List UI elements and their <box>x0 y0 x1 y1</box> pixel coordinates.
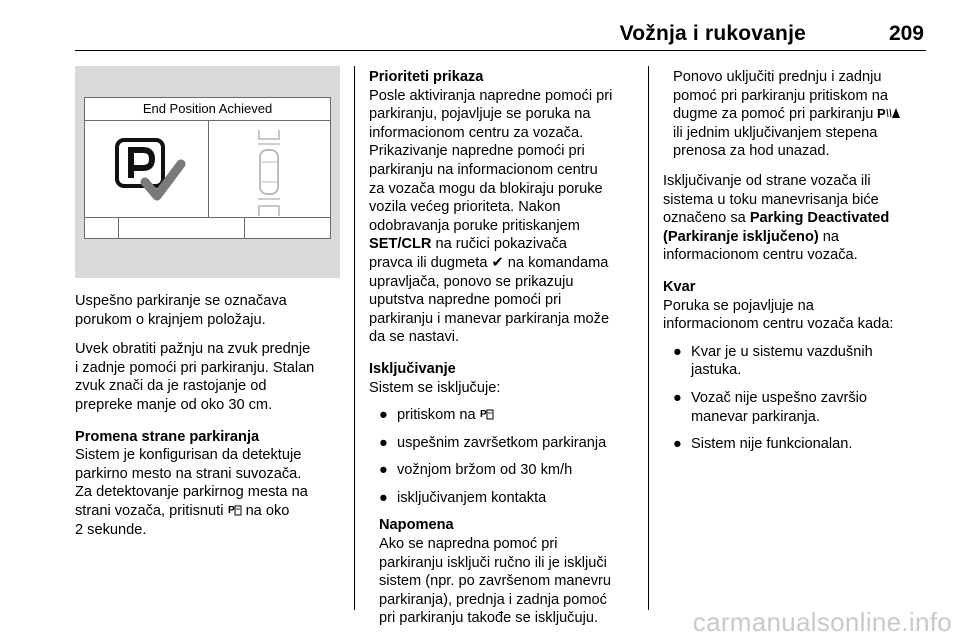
text-segment: strani vozača, pritisnuti <box>75 502 224 519</box>
text-line: prepreke manje od oko 30 cm. <box>75 396 273 413</box>
caption-line: porukom o krajnjem položaju. <box>75 311 266 328</box>
text-line: sistema u toku manevrisanja biće <box>663 191 879 208</box>
list-item <box>369 434 641 453</box>
text-line: ili jednim uključivanjem stepena <box>673 124 878 141</box>
bullet-icon: ● <box>673 343 682 360</box>
note-heading: Napomena <box>379 517 454 534</box>
list-text: pritiskom na <box>397 407 476 424</box>
text-line: vozila većeg prioriteta. Nakon <box>369 199 561 216</box>
list-text: manevar parkiranja. <box>691 408 820 425</box>
text-line: Isključivanje od strane vozača ili <box>663 172 871 189</box>
text-line: pri parkiranju takođe se isključuju. <box>379 610 599 627</box>
svg-text:P: P <box>877 106 887 121</box>
text-line <box>369 254 641 273</box>
watermark: carmanualsonline.info <box>692 607 952 637</box>
list-item <box>369 461 641 480</box>
list-item <box>663 389 935 426</box>
text-line: Za detektovanje parkirnog mesta na <box>75 484 308 501</box>
text-line: 2 sekunde. <box>75 521 147 538</box>
caption-line: Uspešno parkiranje se označava <box>75 293 287 309</box>
list-text: uspešnim završetkom parkiranja <box>397 434 607 451</box>
screen-divider-vertical <box>208 120 209 217</box>
list-text: jastuka. <box>691 362 742 379</box>
list-item <box>369 489 641 508</box>
screen-divider-bottom-2 <box>244 217 245 238</box>
text-line: parkiranju na informacionom centru <box>369 161 598 178</box>
display-screen <box>84 97 331 239</box>
message-name: Parking Deactivated <box>749 210 890 227</box>
text-line: upravljača, ponovo se prikazuju <box>369 273 574 290</box>
text-segment: na oko <box>245 502 290 519</box>
text-segment: na ručici pokazivača <box>431 236 567 253</box>
screen-divider-bottom-1 <box>118 217 119 238</box>
list-item <box>369 406 641 425</box>
column-divider-1 <box>354 66 355 610</box>
svg-text:P: P <box>227 504 235 516</box>
text-line: parkiranju, pojavljuje se poruka na <box>369 106 591 123</box>
bullet-icon: ● <box>673 436 682 453</box>
parking-assist-button-icon <box>877 106 901 120</box>
text-line: sistem (npr. po završenom manevru <box>379 573 611 590</box>
text-line: Prikazivanje napredne pomoći pri <box>369 143 585 160</box>
note-continuation <box>663 68 935 161</box>
text-line: Sistem je konfigurisan da detektuje <box>75 447 302 464</box>
text-line: za vozača mogu da blokiraju poruke <box>369 180 603 197</box>
list-text: Sistem nije funkcionalan. <box>691 436 853 453</box>
text-line: parkiranju i manevar parkiranja može <box>369 310 610 327</box>
text-line: parkirno mesto na strani suvozača. <box>75 465 302 482</box>
text-line: uputstva napredne pomoći pri <box>369 292 562 309</box>
text-segment: na <box>818 228 840 245</box>
text-line: Sistem se isključuje: <box>369 379 501 396</box>
text-segment: dugme za pomoć pri parkiranju <box>673 106 874 123</box>
text-line <box>663 209 935 228</box>
vehicle-sensor-icon <box>255 126 283 218</box>
button-name: SET/CLR <box>369 236 432 253</box>
text-line: pomoć pri parkiranju pritiskom na <box>673 87 888 104</box>
check-icon: ✔ <box>491 254 504 271</box>
text-line: da se nastavi. <box>369 329 460 346</box>
text-line: odobravanja poruke pritiskanjem <box>369 217 580 234</box>
header-rule <box>75 50 926 51</box>
note-box <box>369 516 641 628</box>
text-line: informacionom centru vozača. <box>663 247 858 264</box>
column-3 <box>663 68 935 454</box>
text-line: prenosa za hod unazad. <box>673 143 830 160</box>
text-line: Uvek obratiti pažnju na zvuk prednje <box>75 341 311 358</box>
text-segment: označeno sa <box>663 210 750 227</box>
bullet-icon: ● <box>379 407 388 424</box>
text-line <box>75 502 347 521</box>
parking-check-icon <box>115 138 187 204</box>
header-title: Vožnja i rukovanje <box>619 22 806 45</box>
text-line <box>369 235 641 254</box>
parking-button-icon <box>228 503 242 516</box>
page-number: 209 <box>888 22 924 45</box>
text-segment: pravca ili dugmeta <box>369 254 492 271</box>
section-heading: Kvar <box>663 278 696 295</box>
list-text: vožnjom bržom od 30 km/h <box>397 462 573 479</box>
section-heading: Isključivanje <box>369 360 456 377</box>
list-text: isključivanjem kontakta <box>397 489 547 506</box>
screen-divider-horizontal <box>85 217 330 218</box>
section-heading: Promena strane parkiranja <box>75 428 260 445</box>
screen-title: End Position Achieved <box>85 98 330 121</box>
column-1 <box>75 292 347 539</box>
list-item <box>663 343 935 380</box>
message-name: (Parkiranje isključeno) <box>663 228 819 245</box>
parking-button-icon <box>480 407 494 420</box>
text-line: informacionom centru vozača kada: <box>663 316 894 333</box>
bullet-icon: ● <box>379 462 388 479</box>
text-line: zvuk znači da je rastojanje od <box>75 378 267 395</box>
text-segment: na komandama <box>503 254 609 271</box>
text-line: Posle aktiviranja napredne pomoći pri <box>369 87 613 104</box>
bullet-icon: ● <box>673 389 682 406</box>
bullet-icon: ● <box>379 489 388 506</box>
text-line: i zadnje pomoći pri parkiranju. Stalan <box>75 359 315 376</box>
text-line: Ako se napredna pomoć pri <box>379 536 558 553</box>
bullet-icon: ● <box>379 434 388 451</box>
text-line: informacionom centru za vozača. <box>369 124 584 141</box>
figure-end-position <box>75 66 340 278</box>
text-line <box>673 105 935 124</box>
text-line: Ponovo uključiti prednju i zadnju <box>673 69 882 85</box>
list-text: Vozač nije uspešno završio <box>691 389 868 406</box>
column-2 <box>369 68 641 628</box>
list-item <box>663 435 935 454</box>
text-line <box>663 228 935 247</box>
svg-text:P: P <box>479 409 487 421</box>
section-heading: Prioriteti prikaza <box>369 69 484 85</box>
text-line: Poruka se pojavljuje na <box>663 297 814 314</box>
text-line: parkiranju isključi ručno ili je isključi <box>379 554 607 571</box>
column-divider-2 <box>648 66 649 610</box>
list-text: Kvar je u sistemu vazdušnih <box>691 343 873 360</box>
text-line: parkiranja), prednja i zadnja pomoć <box>379 591 607 608</box>
